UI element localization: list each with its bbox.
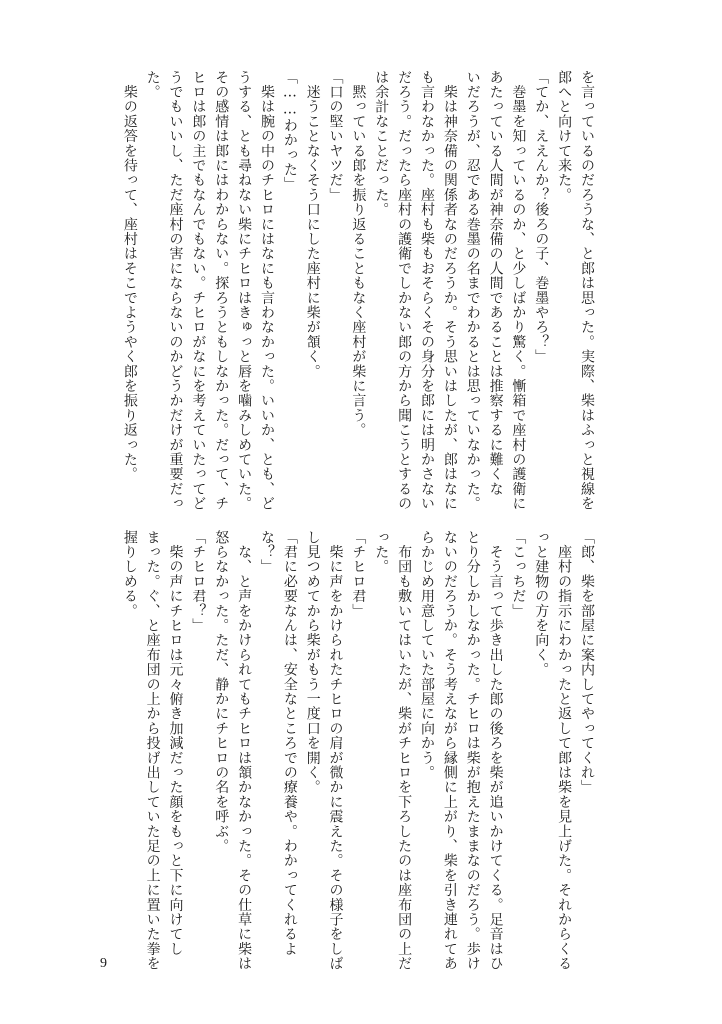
text-column: 「てか、ええんか？後ろの子、巻墨やろ？」: [533, 70, 550, 364]
text-column: 黙っている郎を振り返ることもなく座村が柴に言う。: [350, 70, 367, 438]
text-column: 柴は腕の中のチヒロにはなにも言わなかった。いいか、とも、ど: [258, 70, 275, 511]
text-column: そう言って歩き出した郎の後ろを柴が追いかけてくる。足音はひ: [487, 530, 504, 971]
text-column: った。: [373, 530, 390, 575]
text-column: は余計なことだった。: [373, 70, 390, 217]
text-column: 「チヒロ君？」: [190, 530, 207, 633]
text-block-top: [114, 70, 595, 511]
text-column: 柴に声をかけられたチヒロの肩が微かに震えた。その様子をしば: [327, 530, 344, 971]
text-column: 柴は神奈備の関係者なのだろうか。そう思いはしたが、郎はなに: [441, 70, 458, 511]
text-column: 「こっちだ」: [510, 530, 527, 619]
text-column: 郎へと向けて来た。: [556, 70, 573, 203]
text-column: 怒らなかった。ただ、静かにチヒロの名を呼ぶ。: [213, 530, 230, 854]
text-column: 迷うことなくそう口にした座村に柴が頷く。: [304, 70, 321, 379]
text-column: だろう。だったら座村の護衛でしかない郎の方から聞こうとするの: [396, 70, 413, 511]
text-column: まった。ぐ、と座布団の上から投げ出していた足の上に置いた拳を: [144, 530, 161, 971]
text-column: とり分しかしなかった。チヒロは柴が抱えたままなのだろう。歩け: [464, 530, 481, 971]
text-column: っと建物の方を向く。: [533, 530, 550, 677]
text-column: 「郎、柴を部屋に案内してやってくれ」: [579, 530, 595, 795]
text-column: 「……わかった」: [281, 70, 298, 192]
text-column: 柴の返答を待って、座村はそこでようやく郎を振り返った。: [121, 70, 138, 482]
text-column: らかじめ用意していた部屋に向かう。: [418, 530, 435, 780]
text-column: 座村の指示にわかったと返して郎は柴を見上げた。それからくる: [556, 530, 573, 971]
text-column: な、と声をかけられてもチヒロは頷かなかった。その仕草に柴は: [236, 530, 253, 971]
text-column: た。: [144, 70, 161, 100]
text-column: いだろうが、忍である巻墨の名までわかるとは思っていなかった。: [464, 70, 481, 511]
text-block-bottom: [114, 530, 595, 971]
text-column: な？」: [258, 530, 275, 575]
page-number: 9: [100, 956, 107, 971]
text-column: うでもいいし、ただ座村の害にならないのかどうかだけが重要だっ: [167, 70, 184, 511]
text-column: を言っているのだろうな、と郎は思った。実際、柴はふっと視線を: [579, 70, 595, 511]
text-column: うする、とも尋ねない柴にチヒロはきゅっと唇を噛みしめていた。: [236, 70, 253, 511]
text-column: その感情は郎にはわからない。探ろうともしなかった。だって、チ: [213, 70, 230, 511]
text-column: し見つめてから柴がもう一度口を開く。: [304, 530, 321, 795]
text-column: 「口の堅いヤツだ」: [327, 70, 344, 203]
text-column: あたっている人間が神奈備の人間であることは推察するに難くな: [487, 70, 504, 497]
text-column: 柴の声にチヒロは元々俯き加減だった顔をもっと下に向けてし: [167, 530, 184, 957]
text-column: ないのだろうか。そう考えながら縁側に上がり、柴を引き連れてあ: [441, 530, 458, 971]
text-column: ヒロは郎の主でもなんでもない。チヒロがなにを考えていたってど: [190, 70, 207, 511]
text-column: 「君に必要なんは、安全なところでの療養や。わかってくれるよ: [281, 530, 298, 957]
text-column: 布団も敷いてはいたが、柴がチヒロを下ろしたのは座布団の上だ: [396, 530, 413, 971]
text-column: も言わなかった。座村も柴もおそらくその身分を郎には明かさない: [418, 70, 435, 511]
text-column: 「チヒロ君」: [350, 530, 367, 619]
text-column: 握りしめる。: [121, 530, 138, 619]
text-column: 巻墨を知っているのか、と少しばかり驚く。慚箱で座村の護衛に: [510, 70, 527, 511]
